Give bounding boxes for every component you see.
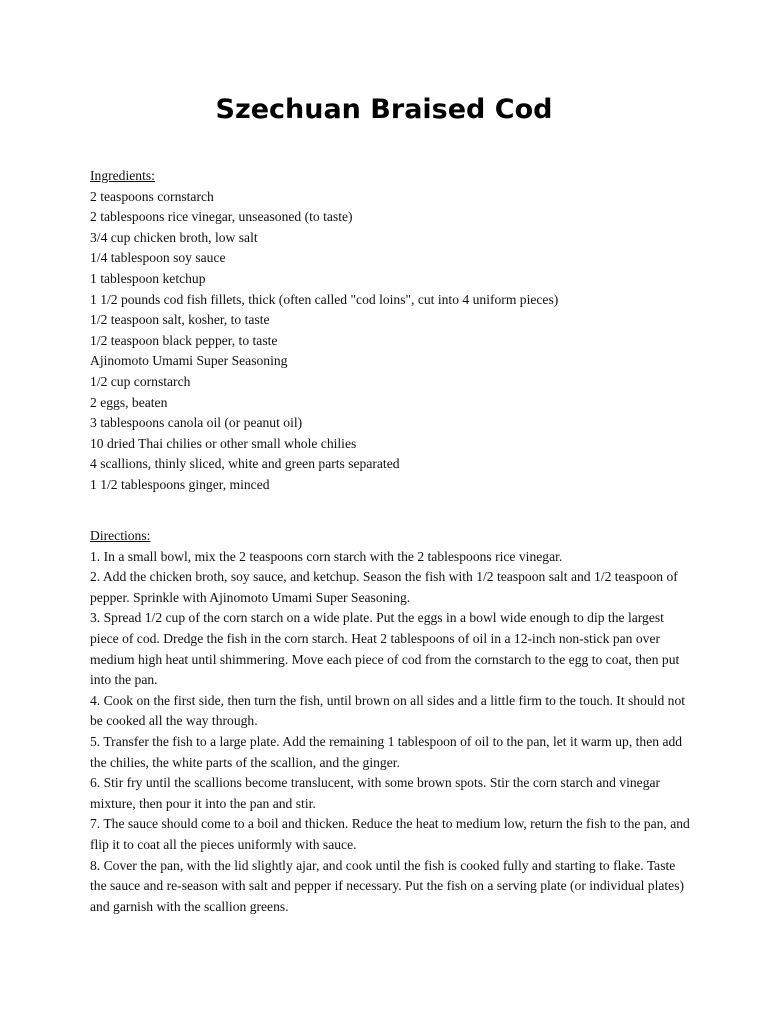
page-title: Szechuan Braised Cod	[215, 94, 553, 125]
direction-step: 2. Add the chicken broth, soy sauce, and ketchup. Season the fish with 1/2 teaspoon salt and 1/2 teaspoon of pepper. Sprinkle with Ajinomoto Umami Super Seasoning.	[90, 569, 678, 605]
ingredient-item: Ajinomoto Umami Super Seasoning	[90, 353, 288, 369]
ingredient-item: 1/2 teaspoon salt, kosher, to taste	[90, 312, 270, 328]
ingredient-item: 3 tablespoons canola oil (or peanut oil)	[90, 415, 303, 431]
ingredient-item: 3/4 cup chicken broth, low salt	[90, 229, 258, 245]
direction-step: 3. Spread 1/2 cup of the corn starch on a wide plate. Put the eggs in a bowl wide enough to dip the largest piece of cod. Dredge the fish in the corn starch. Heat 2 tablespoons of oil in a 12-inch non-stick pan over medium high heat until shimmering. Move each piece of cod from the cornstarch to the egg to coat, then put into the pan.	[90, 610, 680, 688]
directions-list	[90, 547, 690, 918]
directions-heading: Directions:	[90, 528, 151, 543]
ingredients-section	[90, 166, 690, 496]
directions-section	[90, 526, 690, 917]
ingredient-item: 1 tablespoon ketchup	[90, 270, 206, 286]
ingredient-item: 1 1/2 pounds cod fish fillets, thick (often called "cod loins", cut into 4 uniform pieces)	[90, 291, 559, 307]
ingredient-item: 1/4 tablespoon soy sauce	[90, 250, 226, 266]
ingredient-item: 4 scallions, thinly sliced, white and green parts separated	[90, 456, 400, 472]
direction-step: 7. The sauce should come to a boil and thicken. Reduce the heat to medium low, return the fish to the pan, and flip it to coat all the pieces uniformly with sauce.	[90, 816, 690, 852]
direction-step: 1. In a small bowl, mix the 2 teaspoons corn starch with the 2 tablespoons rice vinegar.	[90, 548, 563, 564]
ingredients-list	[90, 187, 690, 496]
ingredient-item: 2 tablespoons rice vinegar, unseasoned (to taste)	[90, 209, 353, 225]
direction-step: 5. Transfer the fish to a large plate. Add the remaining 1 tablespoon of oil to the pan, let it warm up, then add the chilies, the white parts of the scallion, and the ginger.	[90, 733, 683, 770]
ingredient-item: 2 teaspoons cornstarch	[90, 188, 214, 204]
direction-step: 4. Cook on the first side, then turn the fish, until brown on all sides and a little firm to the touch. It should not be cooked all the way through.	[90, 692, 686, 729]
ingredient-item: 1 1/2 tablespoons ginger, minced	[90, 476, 270, 492]
ingredient-item: 10 dried Thai chilies or other small whole chilies	[90, 435, 357, 451]
ingredient-item: 1/2 teaspoon black pepper, to taste	[90, 332, 278, 348]
ingredient-item: 2 eggs, beaten	[90, 394, 168, 410]
direction-step: 6. Stir fry until the scallions become translucent, with some brown spots. Stir the corn starch and vinegar mixture, then pour it into the pan and stir.	[90, 775, 661, 811]
ingredient-item: 1/2 cup cornstarch	[90, 373, 191, 389]
direction-step: 8. Cover the pan, with the lid slightly ajar, and cook until the fish is cooked fully and starting to flake. Taste the sauce and re-season with salt and pepper if necessary. Put the fish on a serving plate (or individual plates) and garnish with the scallion greens.	[90, 857, 685, 914]
ingredients-heading: Ingredients:	[90, 168, 155, 183]
